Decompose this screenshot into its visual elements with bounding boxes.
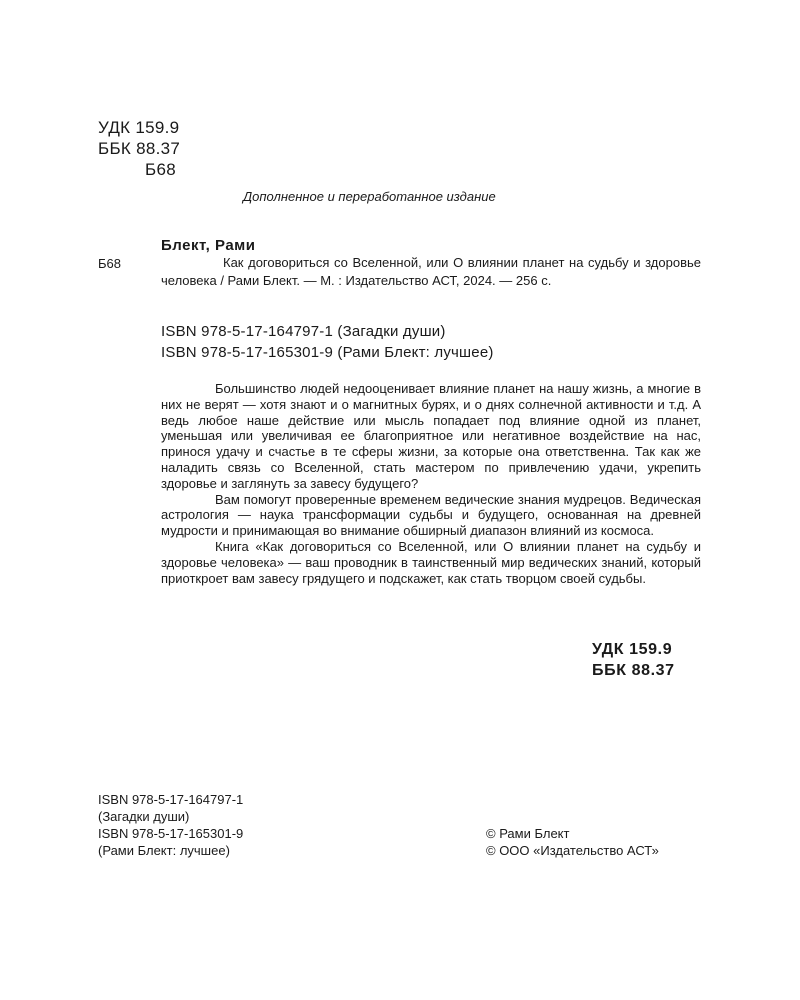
catalog-isbn-block [161, 321, 494, 363]
catalog-isbn-2: ISBN 978-5-17-165301-9 (Рами Блект: лучшее) [161, 344, 494, 361]
header-codes [98, 117, 180, 180]
catalog-isbn-1: ISBN 978-5-17-164797-1 (Загадки души) [161, 323, 446, 340]
footer-isbn-1: ISBN 978-5-17-164797-1 [98, 792, 244, 807]
classification-udk: УДК 159.9 [592, 641, 673, 658]
catalog-author-mark: Б68 [98, 256, 121, 271]
copyright-publisher: © ООО «Издательство АСТ» [486, 843, 659, 858]
annotation-paragraph-1: Большинство людей недооценивает влияние планет на нашу жизнь, а многие в них не верят — хотя знают и о магнитных бурях, и о днях солнечной активности и т.д. А ведь любое наше действие или мысль попадает под влияние одной из планет, уменьшая или увеличивая ее благоприятное или негативное воздействие на нас, принося удачу и счастье в те сферы жизни, за которые она ответственна. Так как же наладить связь со Вселенной, стать мастером по привлечению удачи, укрепить здоровье и заглянуть за завесу будущего? [161, 381, 701, 491]
annotation-paragraph-2: Вам помогут проверенные временем ведические знания мудрецов. Ведическая астрология — наука трансформации судьбы и будущего, основанная на древней мудрости и принимающая во внимание обширный диапазон влияний из космоса. [161, 491, 701, 539]
edition-note: Дополненное и переработанное издание [243, 189, 496, 204]
catalog-author: Блект, Рами [161, 237, 256, 254]
classification-bbk: ББК 88.37 [592, 662, 675, 679]
header-author-mark: Б68 [145, 160, 176, 179]
annotation [161, 381, 701, 586]
annotation-paragraph-3: Книга «Как договориться со Вселенной, или О влиянии планет на судьбу и здоровье человека» — ваш проводник в таинственный мир ведических знаний, который приоткроет вам завесу грядущего и подскажет, как стать творцом своей судьбы. [161, 538, 701, 586]
catalog-title-line: Как договориться со Вселенной, или О влиянии планет на судьбу и здоровье человека / Рами Блект. — М. : Издательство АСТ, 2024. — 256 с. [161, 255, 701, 288]
footer-isbn-2: ISBN 978-5-17-165301-9 [98, 826, 244, 841]
classification-codes [592, 639, 675, 681]
footer-series-1: (Загадки души) [98, 809, 190, 824]
copyright-author: © Рами Блект [486, 826, 570, 841]
header-udk: УДК 159.9 [98, 118, 180, 137]
catalog-bibliographic-description [161, 254, 701, 290]
footer-isbn-block [98, 791, 243, 859]
footer-copyright-block [486, 825, 659, 859]
header-bbk: ББК 88.37 [98, 139, 181, 158]
footer-series-2: (Рами Блект: лучшее) [98, 843, 230, 858]
